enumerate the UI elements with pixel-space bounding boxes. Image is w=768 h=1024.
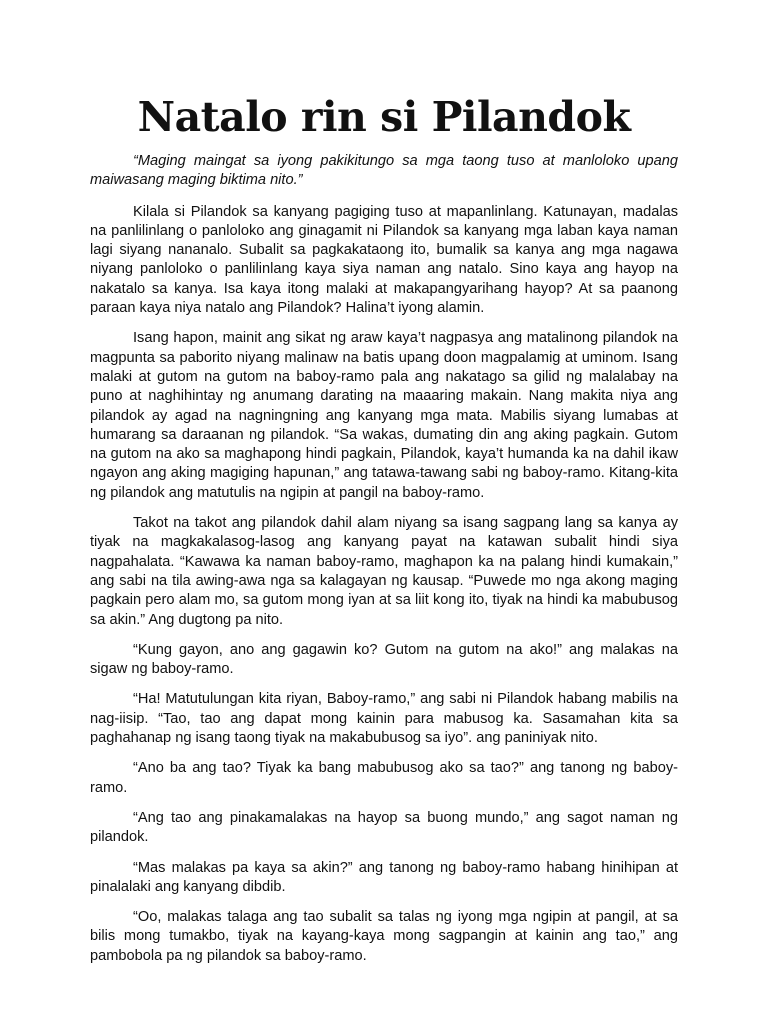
paragraph: “Kung gayon, ano ang gagawin ko? Gutom na gutom na ako!” ang malakas na sigaw ng baboy-ramo. — [90, 641, 678, 678]
paragraph: Isang hapon, mainit ang sikat ng araw kaya’t nagpasya ang matalinong pilandok na magpunta sa paborito niyang malinaw na batis upang doon magpalamig at uminom. Isang malaki at gutom na gutom na baboy-ramo pala ang nakatago sa gilid ng malalabay na puno at naghihintay ng anumang darating na maaaring makain. Nang makita niya ang pilandok ay agad na nagningning ang kanyang mga mata. Mabilis siyang lumabas at humarang sa daraanan ng pilandok. “Sa wakas, dumating din ang aking pagkain. Gutom na gutom na ako sa maghapong hindi pagkain, Pilandok, kaya’t humanda ka na dahil ikaw ngayon ang aking magiging hapunan,” ang tatawa-tawang sabi ng baboy-ramo. Kitang-kita ng pilandok ang matutulis na ngipin at pangil na baboy-ramo. — [90, 330, 678, 501]
paragraph: “Mas malakas pa kaya sa akin?” ang tanong ng baboy-ramo habang hinihipan at pinalalaki ang kanyang dibdib. — [90, 859, 678, 895]
epigraph: “Maging maingat sa iyong pakikitungo sa mga taong tuso at manloloko upang maiwasang maging biktima nito.” — [90, 153, 678, 189]
paragraph: “Oo, malakas talaga ang tao subalit sa talas ng iyong mga ngipin at pangil, at sa bilis mong tumakbo, tiyak na kayang-kaya mong sagpangin at kainin ang tao,” ang pambobola pa ng pilandok sa baboy-ramo. — [90, 909, 678, 964]
paragraph: “Ha! Matutulungan kita riyan, Baboy-ramo,” ang sabi ni Pilandok habang mabilis na nag-iisip. “Tao, tao ang dapat mong kainin para mabusog ka. Sasamahan kita sa paghahanap ng isang taong tiyak na makabubusog sa iyo”. ang paniniyak nito. — [90, 691, 678, 747]
paragraph: “Ano ba ang tao? Tiyak ka bang mabubusog ako sa tao?” ang tanong ng baboy-ramo. — [90, 760, 678, 796]
paragraph: “Ang tao ang pinakamalakas na hayop sa buong mundo,” ang sagot naman ng pilandok. — [90, 809, 678, 846]
story-title: Natalo rin si Pilandok — [137, 93, 631, 141]
paragraph: Takot na takot ang pilandok dahil alam niyang sa isang sagpang lang sa kanya ay tiyak na magkakalasog-lasog ang kanyang payat na katawan subalit hindi siya nagpahalata. “Kawawa ka naman baboy-ramo, maghapon ka na palang hindi kumakain,” ang sabi na tila awing-awa nga sa kalagayan ng kausap. “Puwede mo nga akong maging pagkain pero alam mo, sa gutom mong iyan at sa liit kong ito, tiyak na hindi ka mabubusog sa akin.” Ang dugtong pa nito. — [90, 515, 678, 628]
paragraph: Kilala si Pilandok sa kanyang pagiging tuso at mapanlinlang. Katunayan, madalas na panlilinlang o panloloko ang ginagamit ni Pilandok sa kanyang mga laban kaya naman lagi siyang nananalo. Subalit sa pagkakataong ito, bumalik sa kanya ang mga nagawa niyang panloloko o panlilinlang kaya siya naman ang natalo. Sino kaya ang hayop na nakatalo sa kanya. Isa kaya itong malaki at makapangyarihang hayop? At sa paanong paraan kaya niya natalo ang Pilandok? Halina’t iyong alamin. — [90, 203, 678, 317]
